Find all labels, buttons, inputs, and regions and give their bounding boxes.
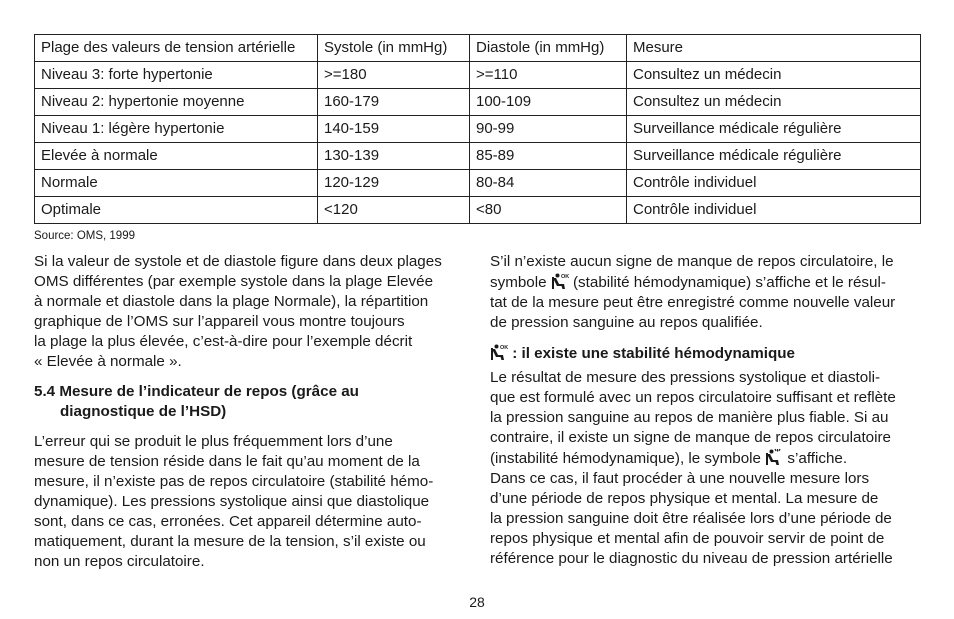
text-line: la pression sanguine doit être réalisée lors d’une période de bbox=[490, 510, 892, 527]
section-heading bbox=[490, 343, 930, 364]
seated-person-ok-icon bbox=[551, 272, 569, 290]
table-row bbox=[35, 62, 921, 89]
table-header-cell: Plage des valeurs de tension artérielle bbox=[35, 35, 318, 62]
table-cell: Consultez un médecin bbox=[627, 62, 921, 89]
seated-person-ok-icon bbox=[490, 343, 508, 361]
table-cell: >=180 bbox=[318, 62, 470, 89]
table-cell: 120-129 bbox=[318, 170, 470, 197]
table-cell: 130-139 bbox=[318, 143, 470, 170]
table-cell: Contrôle individuel bbox=[627, 197, 921, 224]
left-column bbox=[34, 252, 474, 572]
text-line: OMS différentes (par exemple systole dans la plage Elevée bbox=[34, 273, 434, 290]
text-line: référence pour le diagnostic du niveau de pression artérielle bbox=[490, 550, 893, 567]
table-cell: <120 bbox=[318, 197, 470, 224]
text-line: S’il n’existe aucun signe de manque de repos circulatoire, le bbox=[490, 253, 894, 270]
text-line: (stabilité hémodynamique) s’affiche et le résul- bbox=[568, 274, 886, 291]
paragraph bbox=[490, 368, 930, 569]
table-cell: >=110 bbox=[470, 62, 627, 89]
text-line: 5.4 Mesure de l’indicateur de repos (grâce au bbox=[34, 383, 359, 400]
text-line: Le résultat de mesure des pressions systolique et diastoli- bbox=[490, 369, 881, 386]
table-cell: 160-179 bbox=[318, 89, 470, 116]
text-line: d’une période de repos physique et mental. La mesure de bbox=[490, 490, 879, 507]
table-row bbox=[35, 143, 921, 170]
table-source-note: Source: OMS, 1999 bbox=[34, 230, 135, 242]
table-cell: 140-159 bbox=[318, 116, 470, 143]
table-cell: Niveau 2: hypertonie moyenne bbox=[35, 89, 318, 116]
text-line: non un repos circulatoire. bbox=[34, 553, 205, 570]
text-line: contraire, il existe un signe de manque de repos circulatoire bbox=[490, 429, 892, 446]
text-line: sont, dans ce cas, erronées. Cet appareil détermine auto- bbox=[34, 513, 422, 530]
table-cell: Niveau 3: forte hypertonie bbox=[35, 62, 318, 89]
blood-pressure-classification-table bbox=[34, 34, 921, 224]
text-line: Si la valeur de systole et de diastole figure dans deux plages bbox=[34, 253, 442, 270]
svg-text:OK: OK bbox=[560, 274, 569, 280]
heading-text: : il existe une stabilité hémodynamique bbox=[508, 345, 795, 362]
text-line: Dans ce cas, il faut procéder à une nouvelle mesure lors bbox=[490, 470, 870, 487]
text-line: s’affiche. bbox=[783, 450, 848, 467]
table-row bbox=[35, 170, 921, 197]
table-cell: 80-84 bbox=[470, 170, 627, 197]
table-cell: Contrôle individuel bbox=[627, 170, 921, 197]
table-cell: Surveillance médicale régulière bbox=[627, 143, 921, 170]
table-cell: Surveillance médicale régulière bbox=[627, 116, 921, 143]
text-line: à normale et diastole dans la plage Normale), la répartition bbox=[34, 293, 429, 310]
table-cell: Optimale bbox=[35, 197, 318, 224]
table-cell: 100-109 bbox=[470, 89, 627, 116]
table-cell: Elevée à normale bbox=[35, 143, 318, 170]
page-number: 28 bbox=[469, 594, 485, 610]
text-line: de pression sanguine au repos qualifiée. bbox=[490, 314, 763, 331]
text-line: graphique de l’OMS sur l’appareil vous montre toujours bbox=[34, 313, 405, 330]
text-line: mesure, il n’existe pas de repos circulatoire (stabilité hémo- bbox=[34, 473, 434, 490]
text-line: matiquement, durant la mesure de la tension, s’il existe ou bbox=[34, 533, 426, 550]
table-header-cell: Systole (in mmHg) bbox=[318, 35, 470, 62]
table-cell: Niveau 1: légère hypertonie bbox=[35, 116, 318, 143]
table-cell: 90-99 bbox=[470, 116, 627, 143]
text-line: « Elevée à normale ». bbox=[34, 353, 182, 370]
seated-person-unstable-icon bbox=[765, 448, 783, 466]
text-line: la pression sanguine au repos de manière plus fiable. Si au bbox=[490, 409, 889, 426]
table-row bbox=[35, 89, 921, 116]
text-line: mesure de tension réside dans le fait qu’au moment de la bbox=[34, 453, 420, 470]
table-row bbox=[35, 116, 921, 143]
text-line: repos physique et mental afin de pouvoir servir de point de bbox=[490, 530, 885, 547]
table-cell: Consultez un médecin bbox=[627, 89, 921, 116]
paragraph bbox=[34, 432, 474, 572]
text-line: (instabilité hémodynamique), le symbole bbox=[490, 450, 766, 467]
text-line: tat de la mesure peut être enregistré comme nouvelle valeur bbox=[490, 294, 896, 311]
table-header-cell: Mesure bbox=[627, 35, 921, 62]
paragraph bbox=[490, 252, 930, 333]
section-heading bbox=[34, 382, 474, 422]
table-header-cell: Diastole (in mmHg) bbox=[470, 35, 627, 62]
text-line: la plage la plus élevée, c’est-à-dire pour l’exemple décrit bbox=[34, 333, 413, 350]
table-cell: <80 bbox=[470, 197, 627, 224]
text-line: dynamique). Les pressions systolique ainsi que diastolique bbox=[34, 493, 430, 510]
right-column bbox=[490, 252, 930, 569]
table-cell: Normale bbox=[35, 170, 318, 197]
svg-text:OK: OK bbox=[500, 345, 508, 351]
text-line: L’erreur qui se produit le plus fréquemment lors d’une bbox=[34, 433, 393, 450]
table-cell: 85-89 bbox=[470, 143, 627, 170]
text-line: diagnostique de l’HSD) bbox=[60, 403, 227, 420]
table-header-row bbox=[35, 35, 921, 62]
paragraph bbox=[34, 252, 474, 372]
text-line: symbole bbox=[490, 274, 551, 291]
text-line: que est formulé avec un repos circulatoire suffisant et reflète bbox=[490, 389, 896, 406]
table-row bbox=[35, 197, 921, 224]
